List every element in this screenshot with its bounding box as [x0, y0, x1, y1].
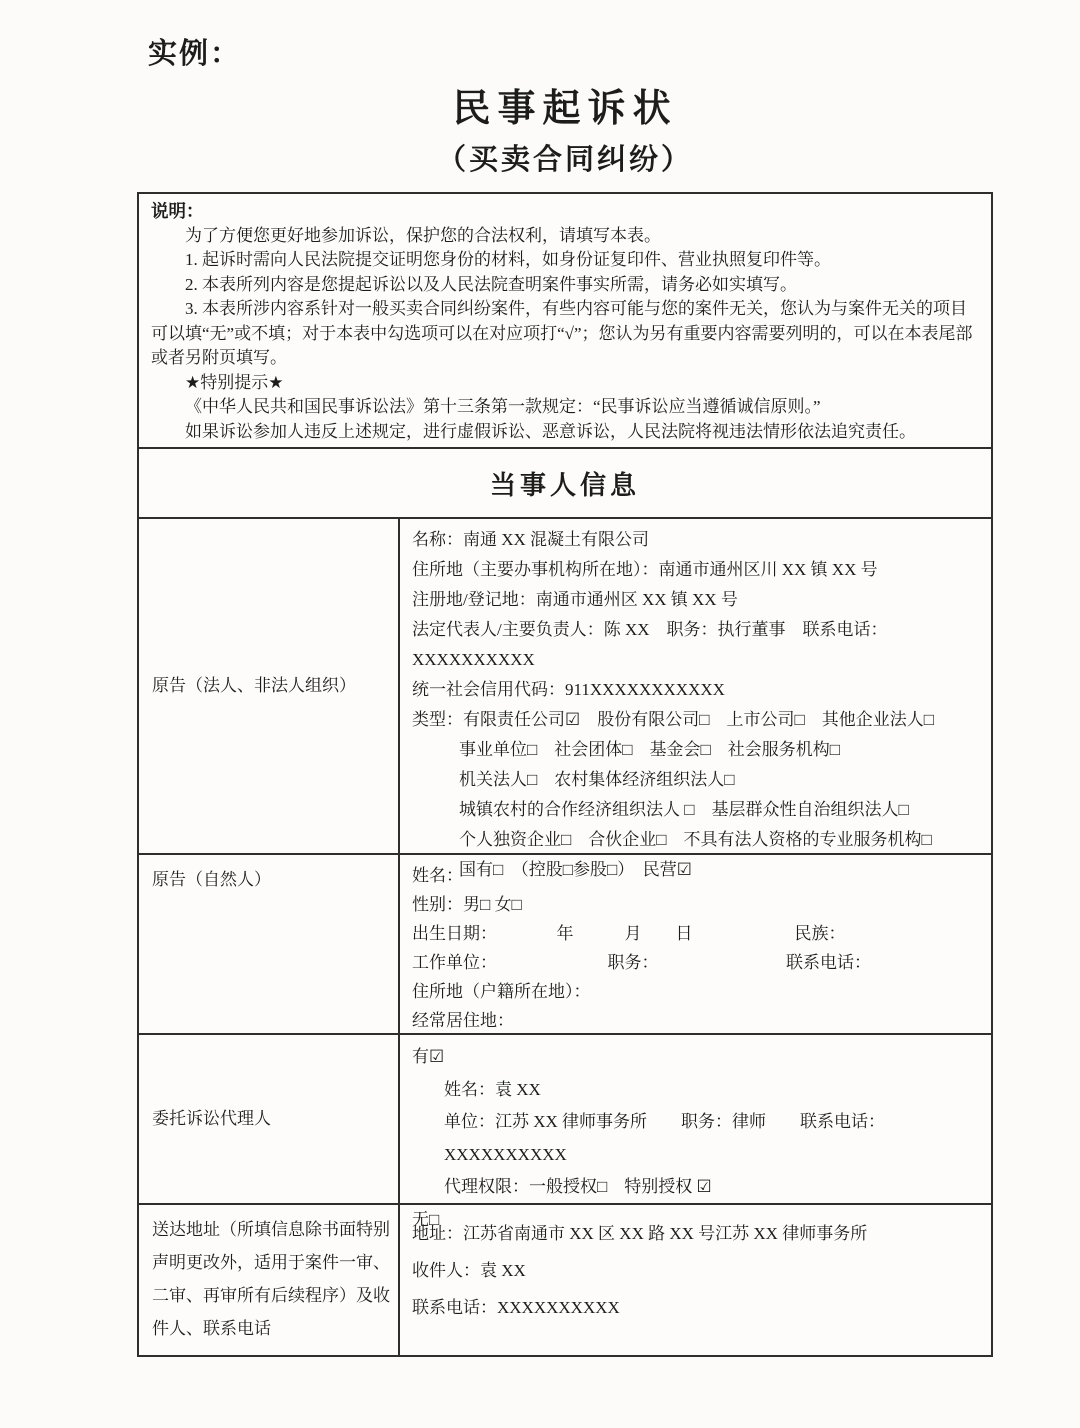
- org-domicile-line: 住所地（主要办事机构所在地）：南通市通州区川 XX 镇 XX 号: [412, 560, 878, 579]
- org-type-line-6: 国有□ （控股□参股□） 民营☑: [459, 860, 693, 879]
- plaintiff-person-content: [400, 855, 991, 1033]
- doc-title: 民事起诉状: [452, 88, 678, 130]
- agent-name-line: 姓名：袁 XX: [444, 1079, 541, 1099]
- agent-has-line: 有☑: [412, 1047, 445, 1066]
- instructions-heading: 说明：: [151, 201, 204, 221]
- org-registered-address-line: 注册地/登记地：南通市通州区 XX 镇 XX 号: [412, 590, 738, 609]
- instruction-paragraph-3: 2. 本表所列内容是您提起诉讼以及人民法院查明案件事实所需，请务必如实填写。: [185, 274, 797, 294]
- instructions-box: [139, 194, 991, 449]
- person-work-line: 工作单位： 职务： 联系电话：: [412, 953, 871, 972]
- service-address-label: 送达地址（所填信息除书面特别声明更改外，适用于案件一审、二审、再审所有后续程序）及收件人、联系电话: [139, 1205, 400, 1355]
- org-type-line-3: 机关法人□ 农村集体经济组织法人□: [459, 770, 735, 789]
- agent-label: 委托诉讼代理人: [139, 1035, 400, 1203]
- agent-none-line: 无□: [412, 1209, 440, 1229]
- row-service-address: [139, 1205, 991, 1355]
- instruction-paragraph-4: 3. 本表所涉内容系针对一般买卖合同纠纷案件，有些内容可能与您的案件无关，您认为与案件无关的项目可以填“无”或不填；对于本表中勾选项可以在对应项打“√”；您认为另有重要内容需要列明的，可以在本表尾部或者另附页填写。: [151, 299, 973, 367]
- org-type-line-1: 类型：有限责任公司☑ 股份有限公司□ 上市公司□ 其他企业法人□: [412, 710, 935, 729]
- doc-subtitle: （买卖合同纠纷）: [436, 144, 693, 176]
- person-domicile-line: 住所地（户籍所在地）：: [412, 982, 591, 1001]
- person-residence-line: 经常居住地：: [412, 1011, 514, 1030]
- service-address-line: 地址：江苏省南通市 XX 区 XX 路 XX 号江苏 XX 律师事务所: [412, 1224, 868, 1243]
- example-label: 实例：: [148, 38, 242, 70]
- org-credit-code-line: 统一社会信用代码：911XXXXXXXXXXX: [412, 680, 725, 699]
- instruction-paragraph-2: 1. 起诉时需向人民法院提交证明您身份的材料，如身份证复印件、营业执照复印件等。: [185, 250, 831, 269]
- agent-content: [400, 1035, 991, 1229]
- org-type-line-2: 事业单位□ 社会团体□ 基金会□ 社会服务机构□: [459, 740, 841, 759]
- instruction-paragraph-1: 为了方便您更好地参加诉讼，保护您的合法权利，请填写本表。: [185, 225, 661, 245]
- org-type-line-4: 城镇农村的合作经济组织法人 □ 基层群众性自治组织法人□: [459, 800, 909, 819]
- org-name-line: 名称：南通 XX 混凝土有限公司: [412, 530, 650, 549]
- service-address-content: [400, 1205, 991, 1355]
- org-legal-rep-line: 法定代表人/主要负责人：陈 XX 职务：执行董事 联系电话：XXXXXXXXXX: [412, 620, 888, 669]
- complaint-form: [137, 192, 993, 1357]
- instruction-law-quote: 《中华人民共和国民事诉讼法》第十三条第一款规定：“民事诉讼应当遵循诚信原则。”: [185, 397, 821, 416]
- plaintiff-person-label: 原告（自然人）: [139, 855, 400, 1033]
- person-name-line: 姓名：: [412, 866, 463, 885]
- org-type-line-5: 个人独资企业□ 合伙企业□ 不具有法人资格的专业服务机构□: [459, 830, 932, 849]
- row-plaintiff-person: [139, 855, 991, 1035]
- person-gender-line: 性别：男□ 女□: [412, 895, 522, 914]
- service-phone-line: 联系电话：XXXXXXXXXX: [412, 1298, 620, 1317]
- agent-firm-line: 单位：江苏 XX 律师事务所 职务：律师 联系电话：XXXXXXXXXX: [444, 1112, 886, 1164]
- service-recipient-line: 收件人：袁 XX: [412, 1261, 526, 1280]
- party-info-header: 当事人信息: [139, 449, 991, 519]
- person-birth-line: 出生日期： 年 月 日 民族：: [412, 924, 846, 943]
- plaintiff-org-label: 原告（法人、非法人组织）: [139, 519, 400, 853]
- agent-authority-line: 代理权限：一般授权□ 特别授权 ☑: [444, 1177, 712, 1196]
- row-agent: [139, 1035, 991, 1229]
- instruction-liability: 如果诉讼参加人违反上述规定，进行虚假诉讼、恶意诉讼，人民法院将视违法情形依法追究责任。: [185, 421, 916, 441]
- instruction-special-note: ★特别提示★: [185, 372, 284, 392]
